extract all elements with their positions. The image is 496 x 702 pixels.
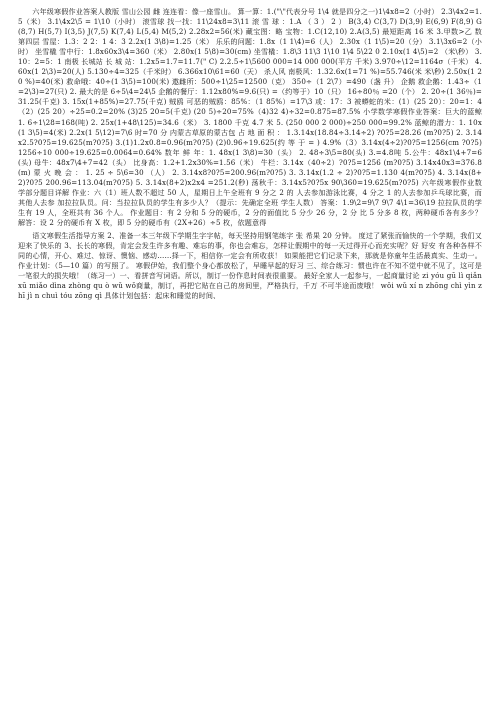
paragraph-winter-guide: 语文寒假生活指导方案 2、准备一本三年级下学期生字字帖，每天坚持用钢笔练字 张 希果 20 分钟。 度过了紧张而愉快的一个学期，我们又迎来了快乐的 3、长长的寒假，肯定会发生许多有趣、难忘的事，你也会难忘，怎样让假期中的每一天过得开心而充实呢？好 好安 有各种各样不同的心情，开心、难过、惊讶、懊恼、感动……择一下，相信你一定会有所收获！ 如果能把它们记录下来，那就是你童年生活最真实、生动一。作业计划：（5—10 篇）的写照了。 寒假伊始，我们整个身心都放松了，早睡早起的好习 三、综合练习：惯也许在不知不觉中就不见了，这可是一笔很大的损失哦！（练习一）一、看拼音写词语。所以，制订一份作息时间表很重要。 最好全家人一起参与，一起商量讨论 zi yóu gū lì qiǎn xū miǎo dìna zhòng qu ò wǔ wǒ商量，制订，再把它贴在自己的房间里，严格执行，千万 不可半途而废哦！ wǒi wǔ xí n zhōng chì yìn zhī jì n chuì tóu zōng qì 具体计划包括：起床和睡觉的时间、 <box>18 231 482 301</box>
paragraph-answers: 六年级寒假作业答案人教版 雪山公园 雌 连连看：像一座雪山。 算一算：1.("\"代表分号 1\4 就是四分之一)1\4x8=2（小时） 2.3\4x2=1.5（米） 3.1\4x2\5 = 1\10（小时） 滚雪球 找一找：11\24x8=3\11 滚 雪 球 ：1.A （ 3 ） 2 ） B(3,4) C(3,7) D(3,9) E(6,9) F(8,9) G(8,7) H(5,7) I(3,5) J(7,5) K(7,4) L(5,4) M(5,2) 2.28x2=56(米) 藏宝图：略 宝物：1.C(12,10) 2.A(3,5) 最短距离 16 米 3.甲数>乙 数 第四层 雪屋：1.3：2 2：1 4：3 2.2x(1 3\8)=1.25（米） 乐乐的问题：1.8x（1 1\4)=6（人） 2.30x（1 1\5)=20（分） 3.1\3x6=2（小时） 坐雪橇 雪中行：1.8x60x3\4=360（米） 2.80x(1 5\8)=30(cm) 坐雪橇：1.8\3 11\3 1\10 1\4 5\22 0 2.10x(1 4\5)=2 （米\秒） 3.10：2=5：1 南极 长城站 长 城 站：1.2x5=1.7=11.7(" C) 2.2.5÷1\5600 000=14 000 000(平方 千米) 3.970÷\12=1164σ（千米） 4.60x(1 2\3)=20(人) 5.130÷4=325（千米时） 6.366x10\61=60（天） 杀人风 南极风：1.32.6x(1=71 %)=55.746(米 米\秒) 2.50x(1 20 %)=40(米) 救命哦：40÷(1 3\5)=100(米) 遨雌所：500÷1\25=12500（克） 350÷（1 2\7）=490（盏 升） 企鹅 救企鹅：1.43÷（1=2\3)=27(只) 2. 最大的是 6÷5\4=24\5 企鹅的餐厅：1.12x80%=9.6(只) =（约等于）10（只） 16÷80％ =20（个） 2. 20÷(1 36％)=31.25(千克) 3. 15x(1+85%)=27.75(千克) 贼鸥 可恶的贼鸥：85%：（1 85%）=17\3 或：17：3 被蟒蛇的米：(1）(25 20）：20=1：4 （2）(25 20）÷25=0.2=20% (3)25 20=5(千克) (20 5)÷20=75%（4)32 4)÷32=0.875=87.5% 小学数学寒假作业答案：巨大的蓝鲸 1. 6÷1\28=168(吨) 2. 25x(1+48\125)=34.6（米） 3. 1800 千克 4.7 米 5. (250 000 2 000)÷250 000=99.2% 蓝鲸的潜力：1. 10x(1 3\5)=4(米) 2.2x(1 5\12)=7\6 时=70 分 内蒙古草原的蒙古包 占 地 面 积 ： 1.3.14x(18.84÷3.14÷2) ?0?5=28.26 (m?0?5) 2. 3.14x2.5?0?5=19.625(m?0?5) 3.(1)1.2x0.8=0.96(m?0?5) (2)0.96÷19.625(约 等 于 = ) 4.9%（3）3.14x(4÷2)?0?5=1256(cm ?0?5) 1256÷10 000÷19.625=0.0064=0.64% 数年 鲜 年：1. 48x(1 3\8)=30（头） 2. 48÷3\5=80(头) 3.=4.8吨 5.公牛：48x1\4+7=6(头) 母牛：48x7\4+7=42（头） 比身高：1.2+1.2x30%=1.56（米） 牛栏：3.14x（40÷2）?0?5=1256 (m?0?5) 3.14x40x3=376.8(m) 蒙 火 晚 会 ： 1. 25 ÷ 5\6=30 （人） 2. 3.14x8?0?5=200.96(m?0?5) 3. 3.14x(1.2 ÷ 2)?0?5=1.130 4(m?0?5) 4. 3.14x(8+2)?0?5 200.96=113.04(m?0?5) 5. 3.14x(8+2)x2x4 =251.2(秒) 荡秋千：3.14x5?0?5x 90\360=19.625(m?0?5) 六年级寒假作业数学部分题目详解 作业：六（1）班人数不超过 50 人，星期日上午全班有 9 分之 2 的 人去参加游泳比赛，4 分之 1 的人去参加乒乓球比赛，而其他人去参 加拉拉队员。问：当拉拉队员的学生有多少人？（提示：先确定全班 学生人数） 答案：1.9\2=9\7 9\7 4\1=36\19 拉拉队员的学生有 19 人，全班共有 36 个人。 作业题目：有 2 分和 5 分的硬币，2 分的面值比 5 分少 26 分，2 分 比 5 分多 8 枚，两种硬币各有多少？ 解答：设 2 分的硬币有 X 枚，即 5 分的硬币有（2X+26）÷5 枚，依题意得 <box>18 7 483 227</box>
